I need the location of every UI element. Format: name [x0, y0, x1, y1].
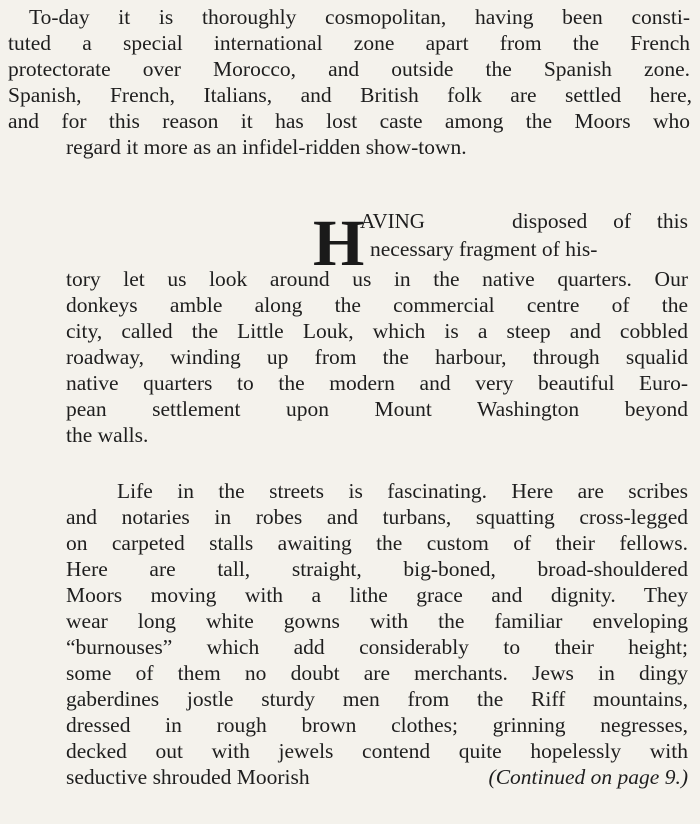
- section3-line-12: [66, 764, 688, 790]
- intro-line-4: Spanish, French, Italians, and British folk are settled here,: [8, 83, 692, 107]
- section3-line-3: on carpeted stalls awaiting the custom of their fellows.: [66, 531, 688, 555]
- section3-line-1: Life in the streets is fascinating. Here are scribes: [117, 479, 688, 503]
- section2-line-3: tory let us look around us in the native quarters. Our: [66, 267, 688, 291]
- section2-line-7: native quarters to the modern and very beautiful Euro-: [66, 371, 688, 395]
- continued-note: (Continued on page 9.): [488, 765, 688, 789]
- section3-line-4: Here are tall, straight, big-boned, broad-shouldered: [66, 557, 688, 581]
- section2-line-4: donkeys amble along the commercial centre of the: [66, 293, 688, 317]
- section2-line-2: necessary fragment of his-: [370, 237, 598, 261]
- section3-line-9: gaberdines jostle sturdy men from the Riff mountains,: [66, 687, 688, 711]
- section3-last-line-text: seductive shrouded Moorish: [66, 765, 310, 789]
- section2-line-9: the walls.: [66, 423, 149, 447]
- section2-line-6: roadway, winding up from the harbour, through squalid: [66, 345, 688, 369]
- intro-line-5: and for this reason it has lost caste among the Moors who: [8, 109, 690, 133]
- drop-cap-letter: H: [313, 207, 365, 280]
- section3-line-2: and notaries in robes and turbans, squatting cross-legged: [66, 505, 688, 529]
- section3-line-6: wear long white gowns with the familiar enveloping: [66, 609, 688, 633]
- section2-line-8: pean settlement upon Mount Washington beyond: [66, 397, 688, 421]
- intro-line-3: protectorate over Morocco, and outside the Spanish zone.: [8, 57, 690, 81]
- section2-line-1-rest: disposed of this: [512, 209, 688, 233]
- section2-line-5: city, called the Little Louk, which is a steep and cobbled: [66, 319, 688, 343]
- section3-line-11: decked out with jewels contend quite hopelessly with: [66, 739, 688, 763]
- section2-first-word: [360, 208, 425, 234]
- drop-cap-word-rest: AVING: [360, 209, 425, 233]
- section3-line-10: dressed in rough brown clothes; grinning negresses,: [66, 713, 688, 737]
- section3-line-7: “burnouses” which add considerably to their height;: [66, 635, 688, 659]
- intro-line-1: To-day it is thoroughly cosmopolitan, having been consti-: [29, 5, 690, 29]
- section3-line-5: Moors moving with a lithe grace and dignity. They: [66, 583, 688, 607]
- section3-line-8: some of them no doubt are merchants. Jews in dingy: [66, 661, 688, 685]
- intro-line-2: tuted a special international zone apart from the French: [8, 31, 690, 55]
- intro-line-6: regard it more as an infidel-ridden show-town.: [66, 135, 467, 159]
